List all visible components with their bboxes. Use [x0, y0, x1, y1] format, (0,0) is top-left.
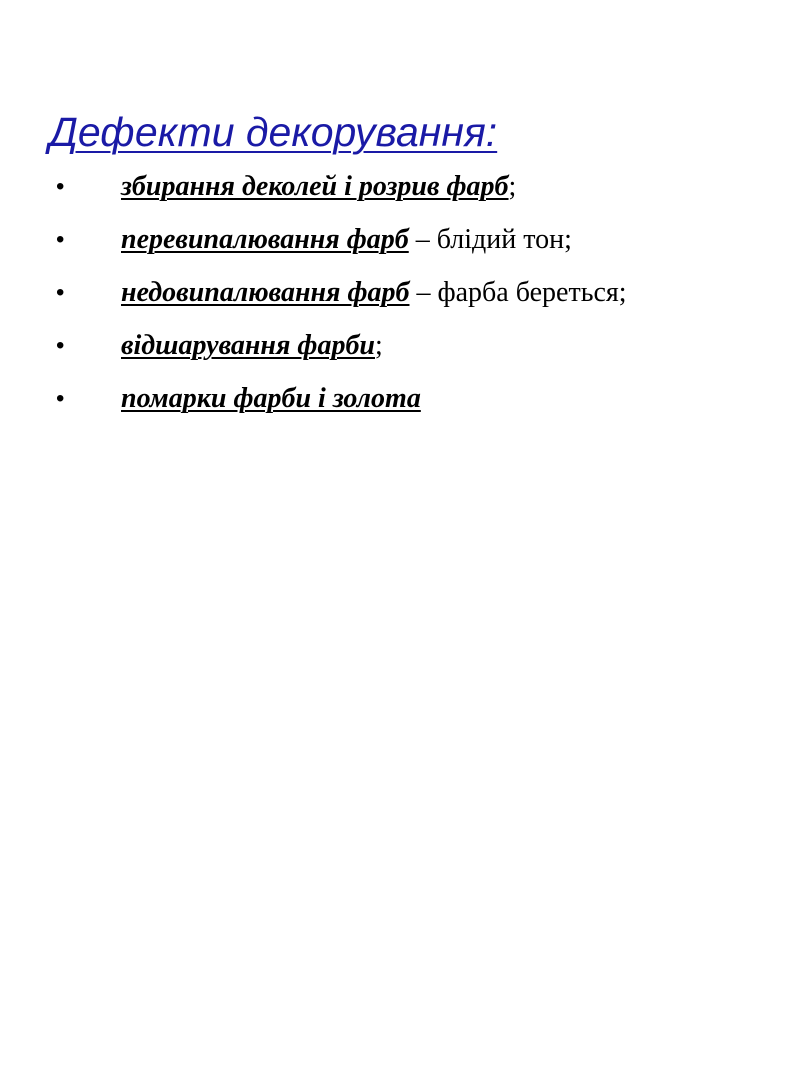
- list-item: [0, 168, 641, 206]
- list-item: [0, 274, 641, 312]
- slide-title: Дефекти декорування:: [49, 109, 498, 155]
- defect-term: перевипалювання фарб: [121, 224, 409, 255]
- defect-term: збирання деколей і розрив фарб: [121, 171, 509, 202]
- list-item: [0, 221, 641, 259]
- bullet-icon: •: [56, 173, 65, 200]
- bullet-icon: •: [56, 226, 65, 253]
- defects-list: [0, 168, 800, 433]
- bullet-icon: •: [56, 279, 65, 306]
- defect-term: помарки фарби і золота: [121, 383, 421, 414]
- list-item: [0, 327, 641, 365]
- defect-description: – фарба береться;: [409, 277, 627, 308]
- bullet-icon: •: [56, 385, 65, 412]
- defect-description: ;: [374, 330, 383, 361]
- defect-term: недовипалювання фарб: [121, 277, 410, 308]
- defect-term: відшарування фарби: [121, 330, 375, 361]
- list-item: [0, 380, 641, 418]
- defect-description: – блідий тон;: [408, 224, 572, 255]
- defect-description: ;: [508, 171, 517, 202]
- bullet-icon: •: [56, 332, 65, 359]
